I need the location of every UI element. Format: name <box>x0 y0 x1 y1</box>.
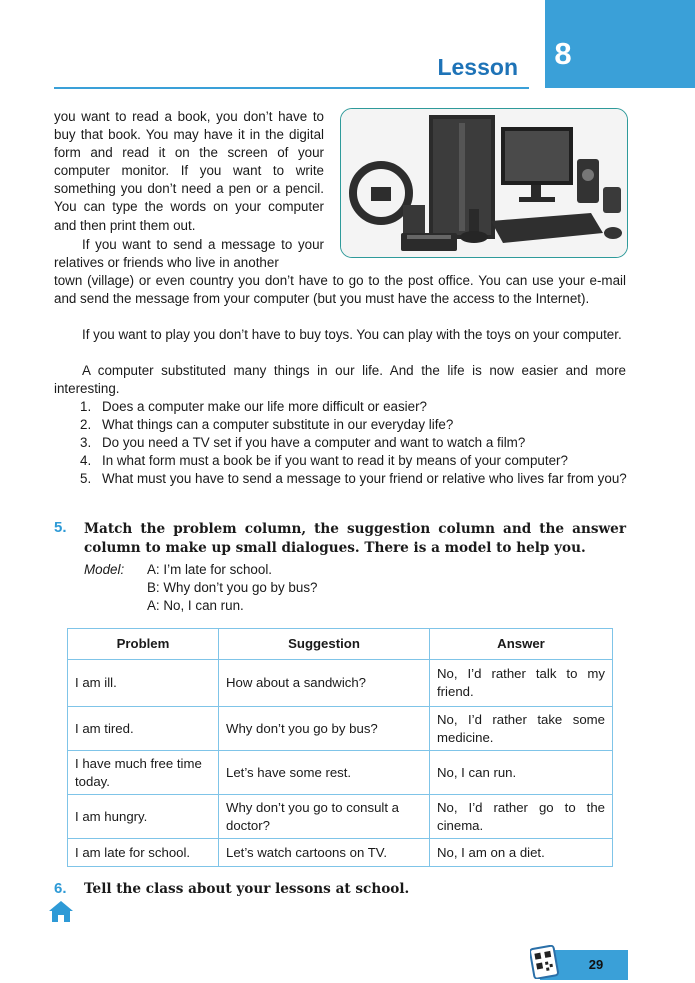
answer-cell: No, I’d rather take some medicine. <box>430 707 613 751</box>
table-row <box>68 707 613 751</box>
question-item <box>80 452 630 470</box>
suggestion-cell: Why don’t you go to consult a doctor? <box>219 795 430 839</box>
model-line-2: B: Why don’t you go by bus? <box>147 580 318 595</box>
computer-equipment-photo <box>340 108 628 258</box>
model-line-1: A: I’m late for school. <box>147 562 273 577</box>
answer-cell: No, I’d rather go to the cinema. <box>430 795 613 839</box>
question-item <box>80 398 630 416</box>
computer-equipment-illustration <box>341 109 627 257</box>
reading-paragraph-4: A computer substituted many things in our life. And the life is now easier and more interesting. <box>54 363 626 397</box>
table-row <box>68 839 613 867</box>
reading-paragraph-3: If you want to play you don’t have to buy toys. You can play with the toys on your computer. <box>82 327 622 342</box>
model-line-3: A: No, I can run. <box>147 598 244 613</box>
problem-cell: I am hungry. <box>68 795 219 839</box>
header-divider <box>54 87 529 89</box>
comprehension-questions <box>80 398 630 488</box>
reading-paragraph-2-start: If you want to send a message to your relatives or friends who live in another <box>54 237 324 271</box>
problem-cell: I am tired. <box>68 707 219 751</box>
reading-paragraph-2-continued: town (village) or even country you don’t have to go to the post office. You can use your e-mail and send the message from your computer (but you must have the access to the Internet). <box>54 273 626 307</box>
reading-paragraph-1: you want to read a book, you don’t have to buy that book. You may have it in the digital form and read it on the screen of your computer monitor. If you want to write something you don’t need a pen or a pencil. You can type the words on your computer and then print them out. <box>54 109 324 233</box>
exercise-6-number: 6. <box>54 880 67 897</box>
column-header-problem: Problem <box>68 629 219 660</box>
question-item <box>80 470 630 488</box>
table-row <box>68 751 613 795</box>
table-header-row <box>68 629 613 660</box>
column-header-suggestion: Suggestion <box>219 629 430 660</box>
home-icon <box>48 898 74 924</box>
question-text: What things can a computer substitute in our everyday life? <box>102 417 454 433</box>
suggestion-cell: Let’s have some rest. <box>219 751 430 795</box>
question-text: In what form must a book be if you want to read it by means of your computer? <box>102 453 568 469</box>
lesson-title: Lesson <box>437 54 518 80</box>
question-text: What must you have to send a message to your friend or relative who lives far from you? <box>102 471 627 487</box>
question-number: 4. <box>80 453 92 469</box>
exercise-5-instruction: Match the problem column, the suggestion column and the answer column to make up small dialogues. There is a model to help you. <box>84 521 626 556</box>
answer-cell: No, I’d rather talk to my friend. <box>430 660 613 707</box>
column-header-answer: Answer <box>430 629 613 660</box>
suggestion-cell: How about a sandwich? <box>219 660 430 707</box>
suggestion-cell: Why don’t you go by bus? <box>219 707 430 751</box>
problem-cell: I have much free time today. <box>68 751 219 795</box>
exercise-5-number: 5. <box>54 519 67 536</box>
page-number: 29 <box>588 957 604 972</box>
question-text: Do you need a TV set if you have a computer and want to watch a film? <box>102 435 526 451</box>
question-number: 3. <box>80 435 92 451</box>
exercise-6-instruction: Tell the class about your lessons at school. <box>84 881 410 897</box>
qr-code-icon <box>530 945 560 979</box>
question-number: 2. <box>80 417 92 433</box>
question-item <box>80 416 630 434</box>
problem-cell: I am late for school. <box>68 839 219 867</box>
answer-cell: No, I am on a diet. <box>430 839 613 867</box>
suggestion-cell: Let’s watch cartoons on TV. <box>219 839 430 867</box>
table-row <box>68 660 613 707</box>
problem-cell: I am ill. <box>68 660 219 707</box>
model-label: Model: <box>84 562 125 577</box>
lesson-number: 8 <box>554 36 572 71</box>
question-text: Does a computer make our life more difficult or easier? <box>102 399 427 414</box>
question-number: 1. <box>80 399 92 414</box>
table-row <box>68 795 613 839</box>
question-item <box>80 434 630 452</box>
dialogue-matching-table <box>67 628 613 867</box>
question-number: 5. <box>80 471 92 487</box>
answer-cell: No, I can run. <box>430 751 613 795</box>
